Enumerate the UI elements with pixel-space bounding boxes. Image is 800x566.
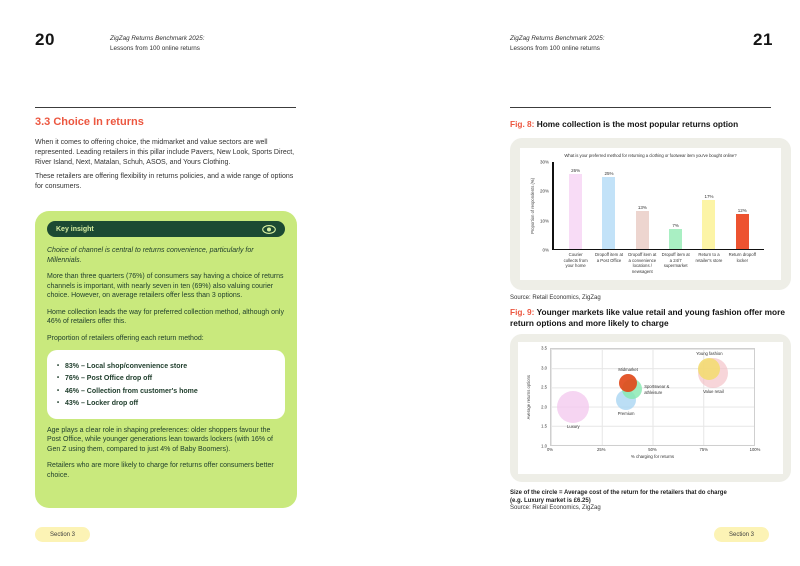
insight-paragraph-4: Age plays a clear role in shaping preferences: older shoppers favour the Post Office, while younger generations lean towards lockers (with 16% of Gen Z using them, compared to just 4% of Baby Boomers). bbox=[47, 426, 273, 453]
fig9-bubble-plot bbox=[550, 348, 755, 446]
fig9-bubble-midmarket bbox=[619, 374, 637, 392]
fig9-size-note-line2: (e.g. Luxury market is £6.25) bbox=[510, 498, 591, 505]
fig9-x-tick: 25% bbox=[597, 447, 606, 452]
fig8-bar-value: 13% bbox=[637, 205, 647, 211]
fig9-x-tick: 0% bbox=[546, 447, 554, 452]
key-insight-header bbox=[47, 221, 285, 237]
fig8-bar-category: Return dropoff locker bbox=[728, 252, 756, 263]
fig8-bar-column bbox=[659, 162, 692, 249]
fig8-bar-category: Return to a retailer's store bbox=[695, 252, 723, 263]
fig8-chart-area bbox=[520, 148, 781, 280]
insight-paragraph-3: Proportion of retailers offering each return method: bbox=[47, 334, 204, 342]
fig9-y-tick: 3.0 bbox=[541, 365, 547, 371]
section-badge-left: Section 3 bbox=[35, 527, 90, 542]
running-title-line2: Lessons from 100 online returns bbox=[510, 44, 600, 52]
fig8-bar bbox=[569, 174, 582, 249]
fig9-x-tick: 75% bbox=[699, 447, 708, 452]
fig8-y-tick: 10% bbox=[539, 218, 549, 224]
fig8-bar-value: 12% bbox=[737, 208, 747, 214]
fig9-y-tick: 2.0 bbox=[541, 404, 547, 410]
fig8-y-tick: 0% bbox=[542, 247, 549, 253]
return-method-item: • 83% – Local shop/convenience store bbox=[65, 363, 275, 370]
fig8-y-axis-label: Proportion of respondents (%) bbox=[529, 178, 535, 234]
running-title-line1: ZigZag Returns Benchmark 2025: bbox=[110, 35, 205, 42]
key-insight-label: Key insight bbox=[56, 225, 94, 233]
return-methods-card bbox=[47, 350, 285, 419]
fig8-bar-plot bbox=[552, 162, 764, 250]
fig8-label: Fig. 8: bbox=[510, 119, 535, 129]
page-number-right: 21 bbox=[753, 30, 773, 49]
intro-paragraph-2: These retailers are offering flexibility in returns policies, and a wide range of options for consumers. bbox=[35, 173, 294, 190]
return-method-item: • 43% – Locker drop off bbox=[65, 400, 275, 407]
insight-paragraph-5: Retailers who are more likely to charge for returns offer consumers better choice. bbox=[47, 462, 274, 479]
fig8-bar-category: Dropoff item at a Post Office bbox=[594, 252, 624, 263]
fig8-bar-column bbox=[592, 162, 625, 249]
fig9-x-axis-label: % charging for returns bbox=[630, 454, 675, 459]
running-title-line1: ZigZag Returns Benchmark 2025: bbox=[510, 35, 605, 42]
fig9-bubble-label: Value retail bbox=[703, 388, 724, 394]
fig9-x-ticks bbox=[546, 446, 761, 452]
fig9-ylabel-wrap bbox=[526, 348, 536, 446]
fig8-caption bbox=[510, 119, 794, 130]
fig9-bubble-label: Luxury bbox=[567, 423, 580, 429]
fig9-title: Younger markets like value retail and young fashion offer more return options and more likely to charge bbox=[510, 307, 785, 328]
running-title-left bbox=[110, 34, 205, 54]
fig8-bar-value: 7% bbox=[672, 222, 679, 228]
header-rule-right bbox=[510, 107, 771, 108]
section-heading: 3.3 Choice In returns bbox=[35, 116, 144, 128]
running-title-line2: Lessons from 100 online returns bbox=[110, 44, 200, 52]
fig9-y-tick: 1.5 bbox=[541, 423, 547, 429]
fig8-bar-category: Courier collects from your home bbox=[563, 252, 588, 269]
fig9-size-note bbox=[510, 489, 794, 505]
fig8-chart-card bbox=[510, 138, 791, 290]
fig8-y-tick: 30% bbox=[539, 159, 549, 165]
key-insight-box bbox=[35, 211, 297, 508]
fig9-chart-card bbox=[510, 334, 791, 482]
insight-paragraph-2: Home collection leads the way for preferred collection method, although only 46% of retailers offer this. bbox=[47, 308, 284, 326]
fig8-bar-column bbox=[726, 162, 759, 249]
fig8-bar-column bbox=[559, 162, 592, 249]
fig9-source: Source: Retail Economics, ZigZag bbox=[510, 505, 601, 511]
fig8-category-labels bbox=[552, 250, 764, 274]
fig9-y-tick: 3.5 bbox=[541, 345, 547, 351]
header-rule-left bbox=[35, 107, 296, 108]
fig8-bar bbox=[636, 211, 649, 249]
insight-intro: Choice of channel is central to returns convenience, particularly for Millennials. bbox=[47, 247, 254, 264]
fig8-bar-value: 26% bbox=[571, 167, 581, 173]
return-method-item: • 46% – Collection from customer's home bbox=[65, 388, 275, 395]
fig9-x-tick: 100% bbox=[749, 447, 761, 452]
fig9-label: Fig. 9: bbox=[510, 307, 535, 317]
fig8-y-tick: 20% bbox=[539, 188, 549, 194]
fig9-bubble-label: Sportswear & athleisure bbox=[644, 384, 670, 395]
intro-paragraph-1: When it comes to offering choice, the midmarket and value sectors are well represented. Leading retailers in this pillar include Pavers, New Look, Sports Direct, River Island, Next, Matalan, Schuh, ASOS, and Yours Clothing. bbox=[35, 139, 295, 166]
section-badge-right: Section 3 bbox=[714, 527, 769, 542]
fig9-bubble-luxury bbox=[557, 391, 589, 423]
fig9-y-axis-label: Average returns options bbox=[526, 374, 531, 420]
fig8-source: Source: Retail Economics, ZigZag bbox=[510, 295, 601, 301]
fig9-bubble-label: Midmarket bbox=[618, 366, 638, 372]
fig9-chart-row bbox=[518, 345, 783, 449]
fig8-bar-value: 17% bbox=[704, 193, 714, 199]
return-methods-list bbox=[57, 363, 275, 408]
fig8-bar bbox=[602, 177, 615, 250]
fig9-bubble-label: Premium bbox=[617, 410, 635, 416]
fig8-chart-row bbox=[520, 159, 781, 274]
fig9-y-ticks bbox=[536, 345, 550, 449]
fig8-y-ticks bbox=[537, 159, 552, 253]
return-method-item: • 76% – Post Office drop off bbox=[65, 375, 275, 382]
fig9-caption bbox=[510, 307, 794, 329]
fig8-plot-column bbox=[552, 162, 764, 274]
running-title-right bbox=[510, 34, 605, 54]
fig8-bar bbox=[736, 214, 749, 249]
fig8-chart-title: What is your preferred method for returning a clothing or footwear item you've bought online? bbox=[564, 153, 737, 158]
fig8-bar bbox=[702, 200, 715, 249]
fig8-bar-category: Dropoff item at a 24/7 supermarket bbox=[661, 252, 690, 269]
fig8-ylabel-wrap bbox=[527, 162, 537, 250]
fig8-bar-column bbox=[626, 162, 659, 249]
fig8-bar-value: 25% bbox=[604, 170, 614, 176]
fig9-bubble-label: Young fashion bbox=[696, 351, 723, 357]
fig8-bar-category: Dropoff item at a convenience locations / newsagent bbox=[628, 252, 657, 274]
fig9-size-note-line1: Size of the circle = Average cost of the return for the retailers that do charge bbox=[510, 490, 727, 496]
fig9-y-tick: 1.0 bbox=[541, 443, 547, 449]
fig8-title: Home collection is the most popular returns option bbox=[534, 119, 739, 129]
fig9-x-tick: 50% bbox=[648, 447, 657, 452]
fig9-y-tick: 2.5 bbox=[541, 384, 547, 390]
page-number-left: 20 bbox=[35, 30, 55, 49]
insight-paragraph-1: More than three quarters (76%) of consumers say having a choice of returns channels is important, with nearly seven in ten (69%) also valuing courier choice. However, on average retailers offer less than 3 options. bbox=[47, 273, 284, 300]
eye-icon bbox=[262, 225, 276, 234]
fig8-bar bbox=[669, 229, 682, 249]
fig9-chart-area bbox=[518, 342, 783, 474]
fig8-bar-column bbox=[692, 162, 725, 249]
